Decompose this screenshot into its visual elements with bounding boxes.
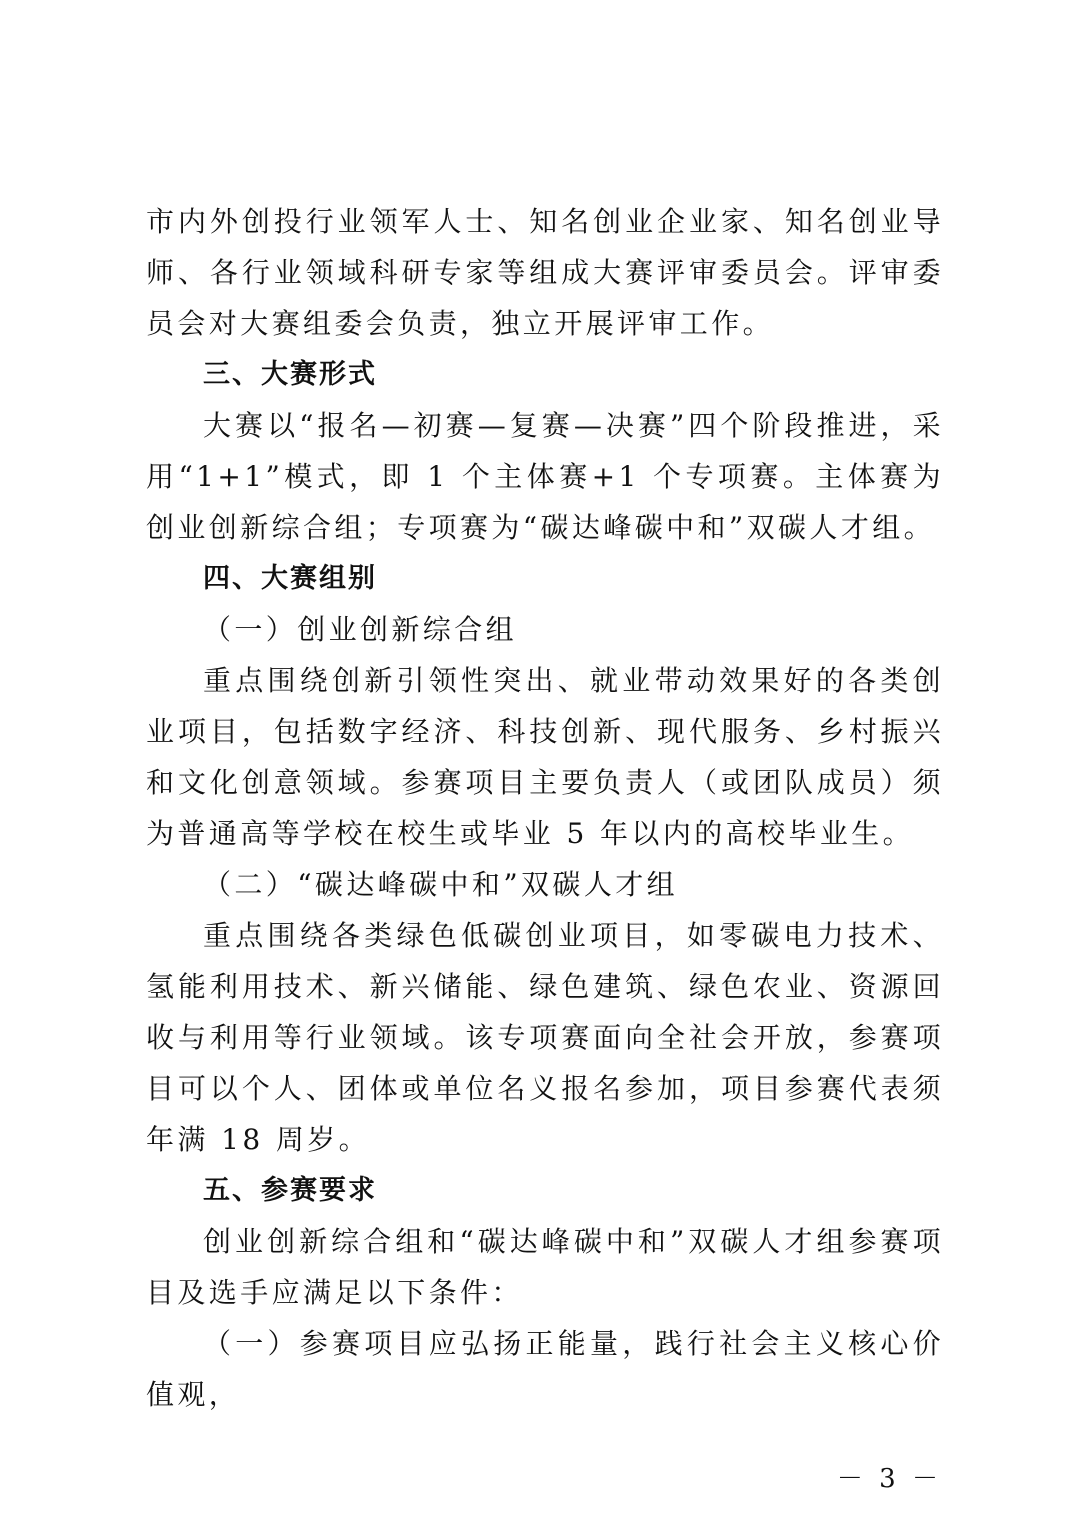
paragraph-group-one: 重点围绕创新引领性突出、就业带动效果好的各类创业项目，包括数字经济、科技创新、现代服务、乡村振兴和文化创意领域。参赛项目主要负责人（或团队成员）须为普通高等学校在校生或毕业 5 年以内的高校毕业生。	[146, 664, 944, 850]
page-number: － 3 －	[836, 1464, 942, 1494]
paragraph-group-two: 重点围绕各类绿色低碳创业项目，如零碳电力技术、氢能利用技术、新兴储能、绿色建筑、绿色农业、资源回收与利用等行业领域。该专项赛面向全社会开放，参赛项目可以个人、团体或单位名义报名参加，项目参赛代表须年满 18 周岁。	[146, 919, 944, 1156]
paragraph-competition-format: 大赛以“报名—初赛—复赛—决赛”四个阶段推进，采用“1+1”模式，即 1 个主体赛+1 个专项赛。主体赛为创业创新综合组；专项赛为“碳达峰碳中和”双碳人才组。	[146, 409, 944, 544]
subheading-group-two: （二）“碳达峰碳中和”双碳人才组	[203, 868, 679, 901]
paragraph-requirements-intro: 创业创新综合组和“碳达峰碳中和”双碳人才组参赛项目及选手应满足以下条件：	[146, 1225, 944, 1309]
subheading-group-one: （一）创业创新综合组	[203, 613, 518, 646]
paragraph-requirement-one: （一）参赛项目应弘扬正能量，践行社会主义核心价值观，	[146, 1327, 944, 1411]
heading-requirements: 五、参赛要求	[203, 1175, 377, 1206]
heading-competition-format: 三、大赛形式	[203, 359, 377, 390]
heading-competition-groups: 四、大赛组别	[203, 563, 377, 594]
document-body	[146, 196, 944, 1420]
paragraph-review-committee: 市内外创投行业领军人士、知名创业企业家、知名创业导师、各行业领域科研专家等组成大赛评审委员会。评审委员会对大赛组委会负责，独立开展评审工作。	[146, 205, 944, 340]
